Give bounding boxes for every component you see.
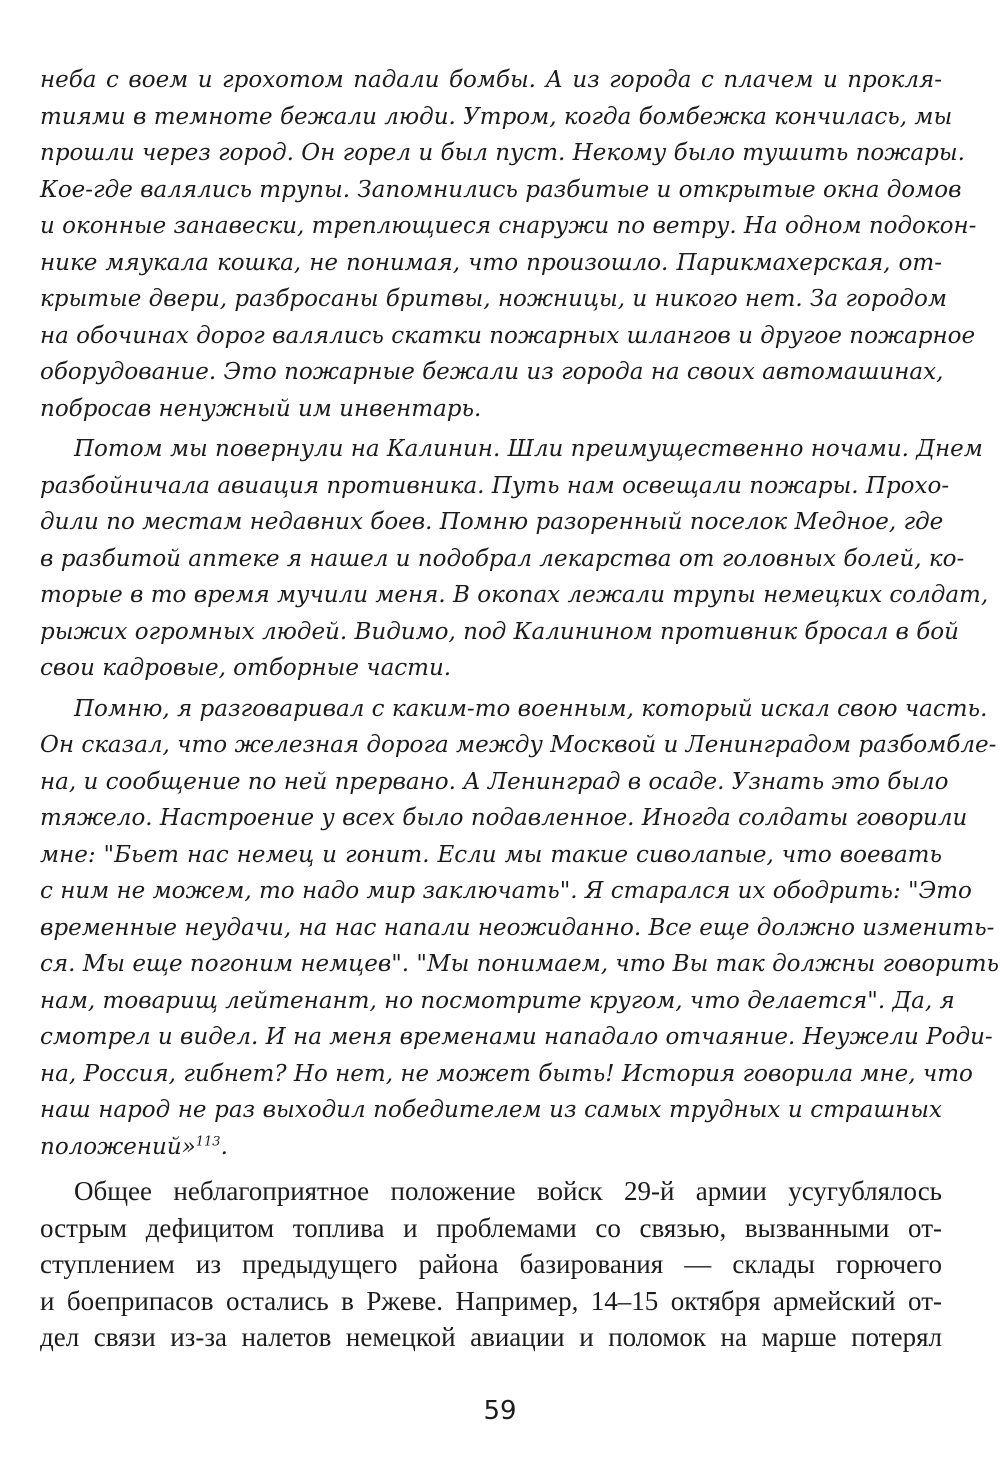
quote-paragraph-2 <box>40 431 989 687</box>
text-line: ся. Мы еще погоним немцев". "Мы понимаем, что Вы так должны говорить <box>40 951 1000 977</box>
quote-closing-text: положений» <box>40 1133 196 1160</box>
footnote-reference[interactable]: 113 <box>195 1133 221 1149</box>
text-line: Общее неблагоприятное положение войск 29-й армии усугублялось <box>74 1176 942 1206</box>
text-line: с ним не можем, то надо мир заключать". Я старался их ободрить: "Это <box>40 878 972 904</box>
text-line: на, и сообщение по ней прервано. А Ленинград в осаде. Узнать это было <box>40 768 949 795</box>
quote-paragraph-3 <box>40 691 1000 1166</box>
text-line: рыжих огромных людей. Видимо, под Калинином противник бросал в бой <box>40 618 959 645</box>
text-line: наш народ не раз выходил победителем из самых трудных и страшных <box>40 1097 942 1123</box>
text-line: смотрел и видел. И на меня временами нападало отчаяние. Неужели Роди- <box>40 1024 993 1050</box>
text-line: свои кадровые, отборные части. <box>40 655 452 681</box>
text-line: побросав ненужный им инвентарь. <box>40 395 482 422</box>
text-line: острым дефицитом топлива и проблемами со связью, вызванными от- <box>40 1212 942 1243</box>
text-line: нике мяукала кошка, не понимая, что произошло. Парикмахерская, от- <box>40 249 942 276</box>
text-line: Кое-где валялись трупы. Запомнились разбитые и открытые окна домов <box>40 176 962 203</box>
text-line: временные неудачи, на нас напали неожиданно. Все еще должно изменить- <box>40 914 995 941</box>
text-line: и боеприпасов остались в Ржеве. Например, 14–15 октября армейский от- <box>40 1285 942 1316</box>
text-line: крытые двери, разбросаны бритвы, ножницы, и никого нет. За городом <box>40 286 947 312</box>
text-line: и оконные занавески, треплющиеся снаружи по ветру. На одном подокон- <box>40 213 977 239</box>
text-line: на, Россия, гибнет? Но нет, не может быть! История говорила мне, что <box>40 1060 973 1087</box>
text-line: тиями в темноте бежали люди. Утром, когда бомбежка кончилась, мы <box>40 103 953 130</box>
text-line: торые в то время мучили меня. В окопах лежали трупы немецких солдат, <box>40 582 989 608</box>
text-line: тяжело. Настроение у всех было подавленное. Иногда солдаты говорили <box>40 805 968 831</box>
text-line: дел связи из-за налетов немецкой авиации и поломок на марше потерял <box>40 1322 942 1352</box>
text-line: нам, товарищ лейтенант, но посмотрите кругом, что делается". Да, я <box>40 987 955 1014</box>
text-line: неба с воем и грохотом падали бомбы. А из города с плачем и прокля- <box>40 67 942 93</box>
text-line: положений»$^{113}$. <box>40 1133 228 1160</box>
text-line: дили по местам недавних боев. Помню разоренный поселок Медное, где <box>40 509 944 535</box>
text-line: ступлением из предыдущего района базирования — склады горючего <box>40 1249 942 1279</box>
text-line: Помню, я разговаривал с каким-то военным, который искал свою часть. <box>74 695 988 722</box>
text-line: Он сказал, что железная дорога между Москвой и Ленинградом разбомбле- <box>40 732 997 758</box>
text-line: на обочинах дорог валялись скатки пожарных шлангов и другое пожарное <box>40 322 976 349</box>
quote-paragraph-1 <box>40 62 977 427</box>
page-body <box>40 62 1000 1356</box>
text-line: Потом мы повернули на Калинин. Шли преимущественно ночами. Днем <box>74 436 983 462</box>
text-line: разбойничала авиация противника. Путь нам освещали пожары. Прохо- <box>40 472 950 499</box>
page-number: 59 <box>483 1396 517 1426</box>
body-paragraph-4 <box>40 1173 942 1356</box>
text-line: мне: "Бьет нас немец и гонит. Если мы такие сиволапые, что воевать <box>40 841 942 868</box>
text-line: прошли через город. Он горел и был пуст. Некому было тушить пожары. <box>40 140 965 166</box>
text-line: в разбитой аптеке я нашел и подобрал лекарства от головных болей, ко- <box>40 545 965 572</box>
text-line: оборудование. Это пожарные бежали из города на своих автомашинах, <box>40 359 944 385</box>
